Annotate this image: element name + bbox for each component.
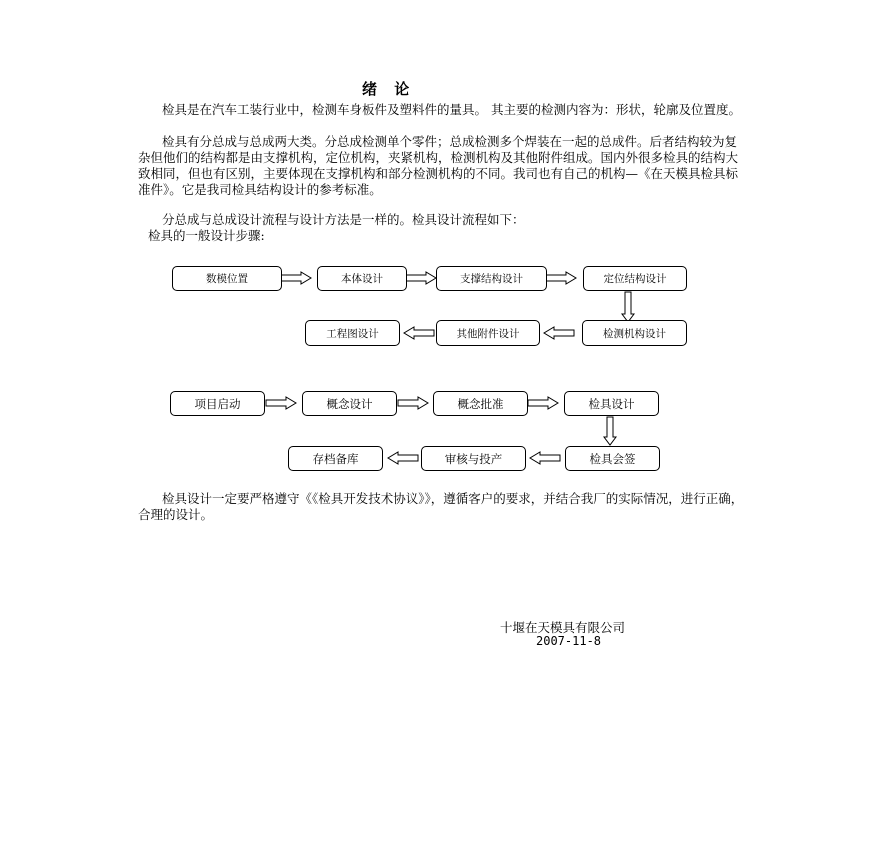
company-name: 十堰在天模具有限公司	[500, 620, 626, 635]
paragraph-flow-intro-text: 分总成与总成设计流程与设计方法是一样的。检具设计流程如下：	[162, 212, 525, 227]
arrow-left-icon	[544, 327, 574, 339]
flow1-step-support-design: 支撑结构设计	[436, 266, 547, 291]
paragraph-intro-text: 检具是在汽车工装行业中，检测车身板件及塑料件的量具。 其主要的检测内容为：形状，轮廓及位置度。	[162, 102, 741, 117]
arrow-right-icon	[266, 397, 296, 409]
arrow-left-icon	[404, 327, 434, 339]
document-title: 绪 论	[362, 80, 416, 98]
paragraph-intro	[138, 102, 748, 118]
arrow-right-icon	[281, 272, 311, 284]
flow2-step-countersign: 检具会签	[565, 446, 660, 471]
arrow-right-icon	[528, 397, 558, 409]
paragraph-closing-text: 检具设计一定要严格遵守《《检具开发技术协议》》，遵循客户的要求，并结合我厂的实际情况，进行正确，合理的设计。	[138, 491, 744, 522]
paragraph-closing	[138, 491, 748, 523]
arrow-left-icon	[530, 452, 560, 464]
flow1-step-accessory-design: 其他附件设计	[436, 320, 540, 346]
flow1-step-body-design: 本体设计	[317, 266, 407, 291]
flow2-step-fixture-design: 检具设计	[564, 391, 659, 416]
flow2-step-concept-approval: 概念批准	[433, 391, 528, 416]
flow2-step-project-start: 项目启动	[170, 391, 265, 416]
flow2-step-concept-design: 概念设计	[302, 391, 397, 416]
arrow-down-icon	[604, 417, 616, 445]
arrow-left-icon	[388, 452, 418, 464]
arrow-right-icon	[398, 397, 428, 409]
flow2-step-review-production: 审核与投产	[421, 446, 526, 471]
paragraph-flow-intro	[138, 212, 748, 228]
flow1-step-locating-design: 定位结构设计	[583, 266, 687, 291]
paragraph-categories-text: 检具有分总成与总成两大类。分总成检测单个零件；总成检测多个焊装在一起的总成件。后者结构较为复杂但他们的结构都是由支撑机构，定位机构，夹紧机构，检测机构及其他附件组成。国内外很多检具的结构大致相同，但也有区别，主要体现在支撑机构和部分检测机构的不同。我司也有自己的机构—《在天模具检具标准件》。它是我司检具结构设计的参考标准。	[138, 134, 739, 197]
paragraph-steps-heading: 检具的一般设计步骤:	[148, 228, 265, 243]
arrow-right-icon	[546, 272, 576, 284]
arrow-down-icon	[622, 292, 634, 322]
flow1-step-model-position: 数模位置	[172, 266, 282, 291]
paragraph-categories	[138, 134, 748, 198]
document-date: 2007-11-8	[536, 634, 602, 648]
flow2-step-archive: 存档备库	[288, 446, 383, 471]
arrow-right-icon	[406, 272, 436, 284]
flow1-step-inspection-design: 检测机构设计	[582, 320, 687, 346]
flow1-step-drawing-design: 工程图设计	[305, 320, 400, 346]
